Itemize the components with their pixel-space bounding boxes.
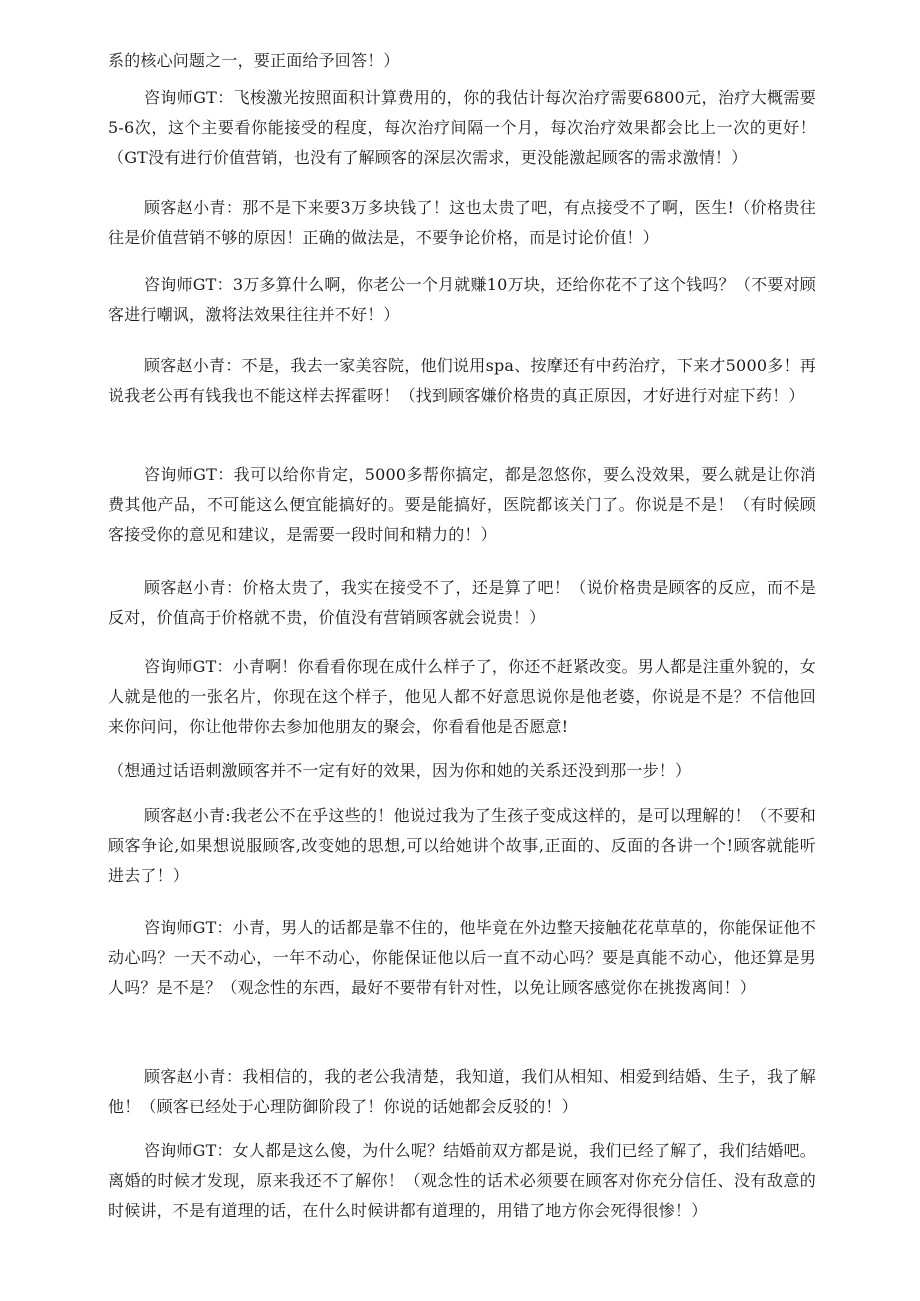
paragraph-customer-5: 顾客赵小青：我相信的，我的老公我清楚，我知道，我们从相知、相爱到结婚、生子，我了解他！（顾客已经处于心理防御阶段了！你说的话她都会反驳的！） <box>108 1067 816 1116</box>
paragraph-consultant-2: 咨询师GT：3万多算什么啊，你老公一个月就赚10万块，还给你花不了这个钱吗？（不要对顾客进行嘲讽，激将法效果往往并不好！） <box>108 275 816 324</box>
paragraph-consultant-6: 咨询师GT：女人都是这么傻，为什么呢？结婚前双方都是说，我们已经了解了，我们结婚吧。离婚的时候才发现，原来我还不了解你！（观念性的话术必须要在顾客对你充分信任、没有敌意的时候讲，不是有道理的话，在什么时候讲都有道理的，用错了地方你会死得很惨！） <box>108 1141 816 1220</box>
paragraph-continuation: 系的核心问题之一，要正面给予回答！） <box>108 51 400 70</box>
paragraph-customer-1: 顾客赵小青：那不是下来要3万多块钱了！这也太贵了吧，有点接受不了啊，医生!（价格贵往往是价值营销不够的原因！正确的做法是，不要争论价格，而是讨论价值！） <box>108 198 816 247</box>
paragraph-customer-3: 顾客赵小青：价格太贵了，我实在接受不了，还是算了吧！（说价格贵是顾客的反应，而不是反对，价值高于价格就不贵，价值没有营销顾客就会说贵！） <box>108 578 816 627</box>
paragraph-note-4: （想通过话语刺激顾客并不一定有好的效果，因为你和她的关系还没到那一步！） <box>108 761 692 780</box>
paragraph-consultant-4: 咨询师GT：小青啊！你看看你现在成什么样子了，你还不赶紧改变。男人都是注重外貌的，女人就是他的一张名片，你现在这个样子，他见人都不好意思说你是他老婆，你说是不是？不信他回来你问问，你让他带你去参加他朋友的聚会，你看看他是否愿意! <box>108 657 816 736</box>
paragraph-consultant-5: 咨询师GT：小青，男人的话都是靠不住的，他毕竟在外边整天接触花花草草的，你能保证他不动心吗？一天不动心，一年不动心，你能保证他以后一直不动心吗？要是真能不动心，他还算是男人吗？是不是？（观念性的东西，最好不要带有针对性，以免让顾客感觉你在挑拨离间！） <box>108 918 816 997</box>
paragraph-customer-4: 顾客赵小青:我老公不在乎这些的！他说过我为了生孩子变成这样的，是可以理解的！（不要和顾客争论,如果想说服顾客,改变她的思想,可以给她讲个故事,正面的、反面的各讲一个!顾客就能听进去了！） <box>108 806 816 885</box>
paragraph-customer-2: 顾客赵小青：不是，我去一家美容院，他们说用spa、按摩还有中药治疗，下来才5000多！再说我老公再有钱我也不能这样去挥霍呀！（找到顾客嫌价格贵的真正原因，才好进行对症下药！） <box>108 356 816 405</box>
paragraph-consultant-3: 咨询师GT：我可以给你肯定，5000多帮你搞定，都是忽悠你，要么没效果，要么就是让你消费其他产品，不可能这么便宜能搞好的。要是能搞好，医院都该关门了。你说是不是！（有时候顾客接受你的意见和建议，是需要一段时间和精力的！） <box>108 465 816 544</box>
paragraph-consultant-1: 咨询师GT：飞梭激光按照面积计算费用的，你的我估计每次治疗需要6800元，治疗大概需要5-6次，这个主要看你能接受的程度，每次治疗间隔一个月，每次治疗效果都会比上一次的更好！（GT没有进行价值营销，也没有了解顾客的深层次需求，更没能激起顾客的需求激情！） <box>108 88 816 167</box>
